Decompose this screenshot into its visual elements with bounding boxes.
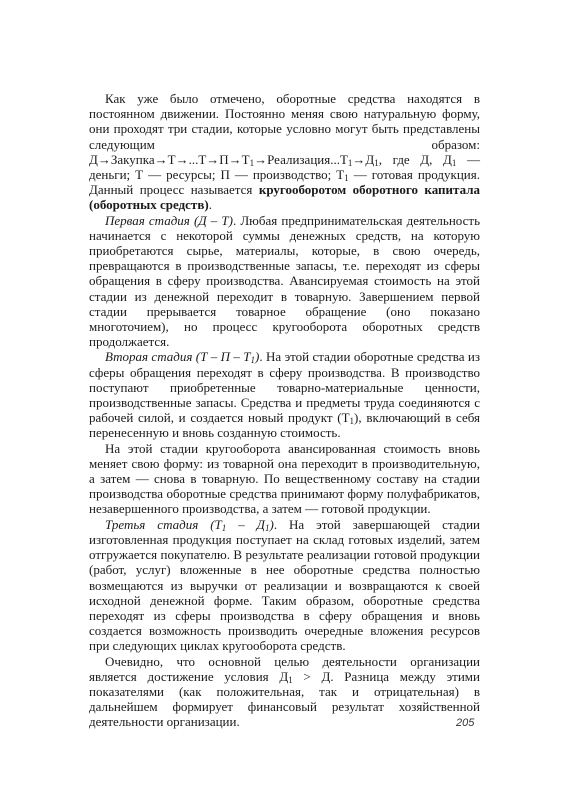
stage-one-heading: Первая стадия (Д – Т): [105, 212, 233, 228]
subscript: 1: [451, 157, 457, 168]
text-run: Как уже было отмечено, оборотные средства находятся в постоянном движении. Постоянно меняя свою натуральную форму, они проходят три стадии, которые условно могут быть представлены следующим образом: Д→Закупка→Т→...Т→П→Т: [89, 91, 480, 167]
paragraph-intro: [89, 91, 480, 213]
text-run: На этой стадии кругооборота авансированная стоимость вновь меняет свою форму: из товарной она переходит в производительную, а затем — снова в товарную. По вещественному составу на стадии производства оборотные средства принимают форму полуфабрикатов, незавершенного производства, а затем — готовой продукции.: [89, 440, 480, 517]
stage-three-heading: [105, 517, 274, 532]
text-run: Вторая стадия (Т – П – Т: [105, 349, 251, 365]
text-run: →Д: [352, 151, 375, 167]
text-run: →Реализация...Т: [254, 151, 348, 167]
subscript: 1: [221, 522, 227, 533]
text-run: — готовая продукция. Данный процесс называется: [89, 167, 480, 198]
text-run: . На этой завершающей стадии изготовленная продукция поступает на склад готовых изделий, затем отгружается покупателю. В результате реализации готовой продукции (работ, услуг) вложенные в нее оборотные средства полностью возмещаются из выручки от реализации и возвращаются к своей исходной денежной форме. Таким образом, оборотные средства переходят из сферы производства в сферу обращения и вновь создается возможность производить очередные вложения ресурсов при следующих циклах кругооборота средств.: [89, 516, 480, 654]
text-run: > Д. Разница между этими показателями (как положительная, так и отрицательная) в дальнейшем формирует финансовый результат хозяйственной деятельности организации.: [89, 668, 480, 730]
stage-two-heading: [105, 349, 259, 364]
subscript: 1: [347, 157, 353, 168]
text-run: – Д: [226, 516, 265, 532]
subscript: 1: [288, 674, 293, 685]
text-run: . Любая предпринимательская деятельность начинается с некоторой суммы денежных средств, на которую приобретаются сырье, материалы, которые, в свою очередь, превращаются в производственные запасы, т.е. переходят из сферы обращения в сферу производства. Авансируемая стоимость на этой стадии из денежной переходит в товарную. Завершением первой стадии прерывается товарное обращение (оно показано многоточием), но процесс кругооборота оборотных средств продолжается.: [89, 212, 481, 350]
text-run: ): [269, 516, 274, 532]
page-number: 205: [456, 717, 475, 729]
subscript: 1: [249, 157, 255, 168]
paragraph-conclusion: [89, 654, 480, 730]
subscript: 1: [349, 416, 355, 427]
paragraph-stage-one: [89, 213, 480, 350]
text-run: .: [208, 197, 212, 213]
text-run: Третья стадия (Т: [105, 516, 222, 532]
bold-term: кругооборотом оборотного капитала (оборотных средств): [89, 182, 480, 213]
text-run: Очевидно, что основной целью деятельности организации является достижение условия Д: [89, 653, 480, 684]
paragraph-stage-two: [89, 349, 480, 440]
subscript: 1: [344, 173, 349, 184]
text-run: ): [255, 349, 260, 365]
subscript: 1: [374, 157, 379, 168]
paragraph-stage-two-continued: [89, 441, 480, 517]
subscript: 1: [250, 355, 256, 366]
text-run: . На этой стадии оборотные средства из сферы обращения переходят в сферу производства. В производство поступают приобретенные товарно-материальные ценности, производственные запасы. Средства и предметы труда соединяются с рабочей силой, и создается новый продукт (Т: [89, 349, 480, 426]
page-body: [89, 91, 480, 730]
text-run: , где Д, Д: [378, 151, 452, 167]
paragraph-stage-three: [89, 517, 480, 654]
text-run: — деньги; Т — ресурсы; П — производство; Т: [89, 151, 480, 183]
text-run: ), включающий в себя перенесенную и вновь созданную стоимость.: [89, 410, 480, 441]
subscript: 1: [264, 522, 270, 533]
